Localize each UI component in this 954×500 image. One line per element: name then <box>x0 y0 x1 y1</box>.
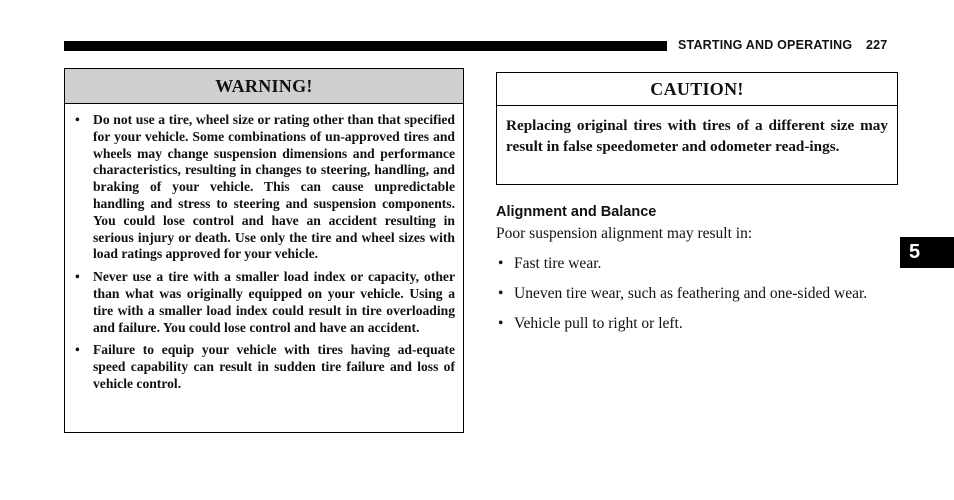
warning-item <box>73 342 455 392</box>
warning-item-text: Failure to equip your vehicle with tires having ad-equate speed capability can result in sudden tire failure and loss of vehicle control. <box>93 342 455 391</box>
bullet-icon: • <box>75 342 80 358</box>
bullet-icon: • <box>498 255 504 272</box>
warning-item-text: Never use a tire with a smaller load index or capacity, other than what was originally equipped on your vehicle. Using a tire with a smaller load index could result in tire overloading and failure. You could lose control and have an accident. <box>93 269 455 335</box>
caution-box <box>496 72 898 185</box>
warning-box <box>64 68 464 433</box>
alignment-list <box>496 254 898 344</box>
section-title: STARTING AND OPERATING <box>678 38 853 52</box>
warning-item <box>73 269 455 336</box>
page-number: 227 <box>866 38 888 52</box>
caution-body: Replacing original tires with tires of a different size may result in false speedometer and odometer read-ings. <box>506 117 888 155</box>
section-heading: Alignment and Balance <box>496 204 657 220</box>
running-header <box>678 37 887 53</box>
chapter-tab: 5 <box>900 237 954 268</box>
bullet-icon: • <box>498 285 504 302</box>
alignment-item <box>496 314 898 334</box>
warning-item <box>73 112 455 263</box>
alignment-item-text: Uneven tire wear, such as feathering and one-sided wear. <box>514 285 868 302</box>
intro-text: Poor suspension alignment may result in: <box>496 225 753 242</box>
warning-title: WARNING! <box>65 69 463 104</box>
alignment-item-text: Fast tire wear. <box>514 255 602 272</box>
alignment-item <box>496 284 898 304</box>
bullet-icon: • <box>75 112 80 127</box>
header-rule <box>64 41 667 51</box>
alignment-item-text: Vehicle pull to right or left. <box>514 315 683 332</box>
warning-list <box>65 104 463 393</box>
bullet-icon: • <box>498 315 504 332</box>
alignment-item <box>496 254 898 274</box>
caution-title: CAUTION! <box>497 73 897 106</box>
bullet-icon: • <box>75 269 80 285</box>
warning-item-text: Do not use a tire, wheel size or rating other than that specified for your vehicle. Some combinations of un-approved tires and wheels may change suspension dimensions and performance characteristics, resulting in changes to steering, handling, and braking of your vehicle. This can cause unpredictable handling and stress to steering and suspension components. You could lose control and have an accident resulting in serious injury or death. Use only the tire and wheel sizes with load ratings approved for your vehicle. <box>93 112 455 262</box>
